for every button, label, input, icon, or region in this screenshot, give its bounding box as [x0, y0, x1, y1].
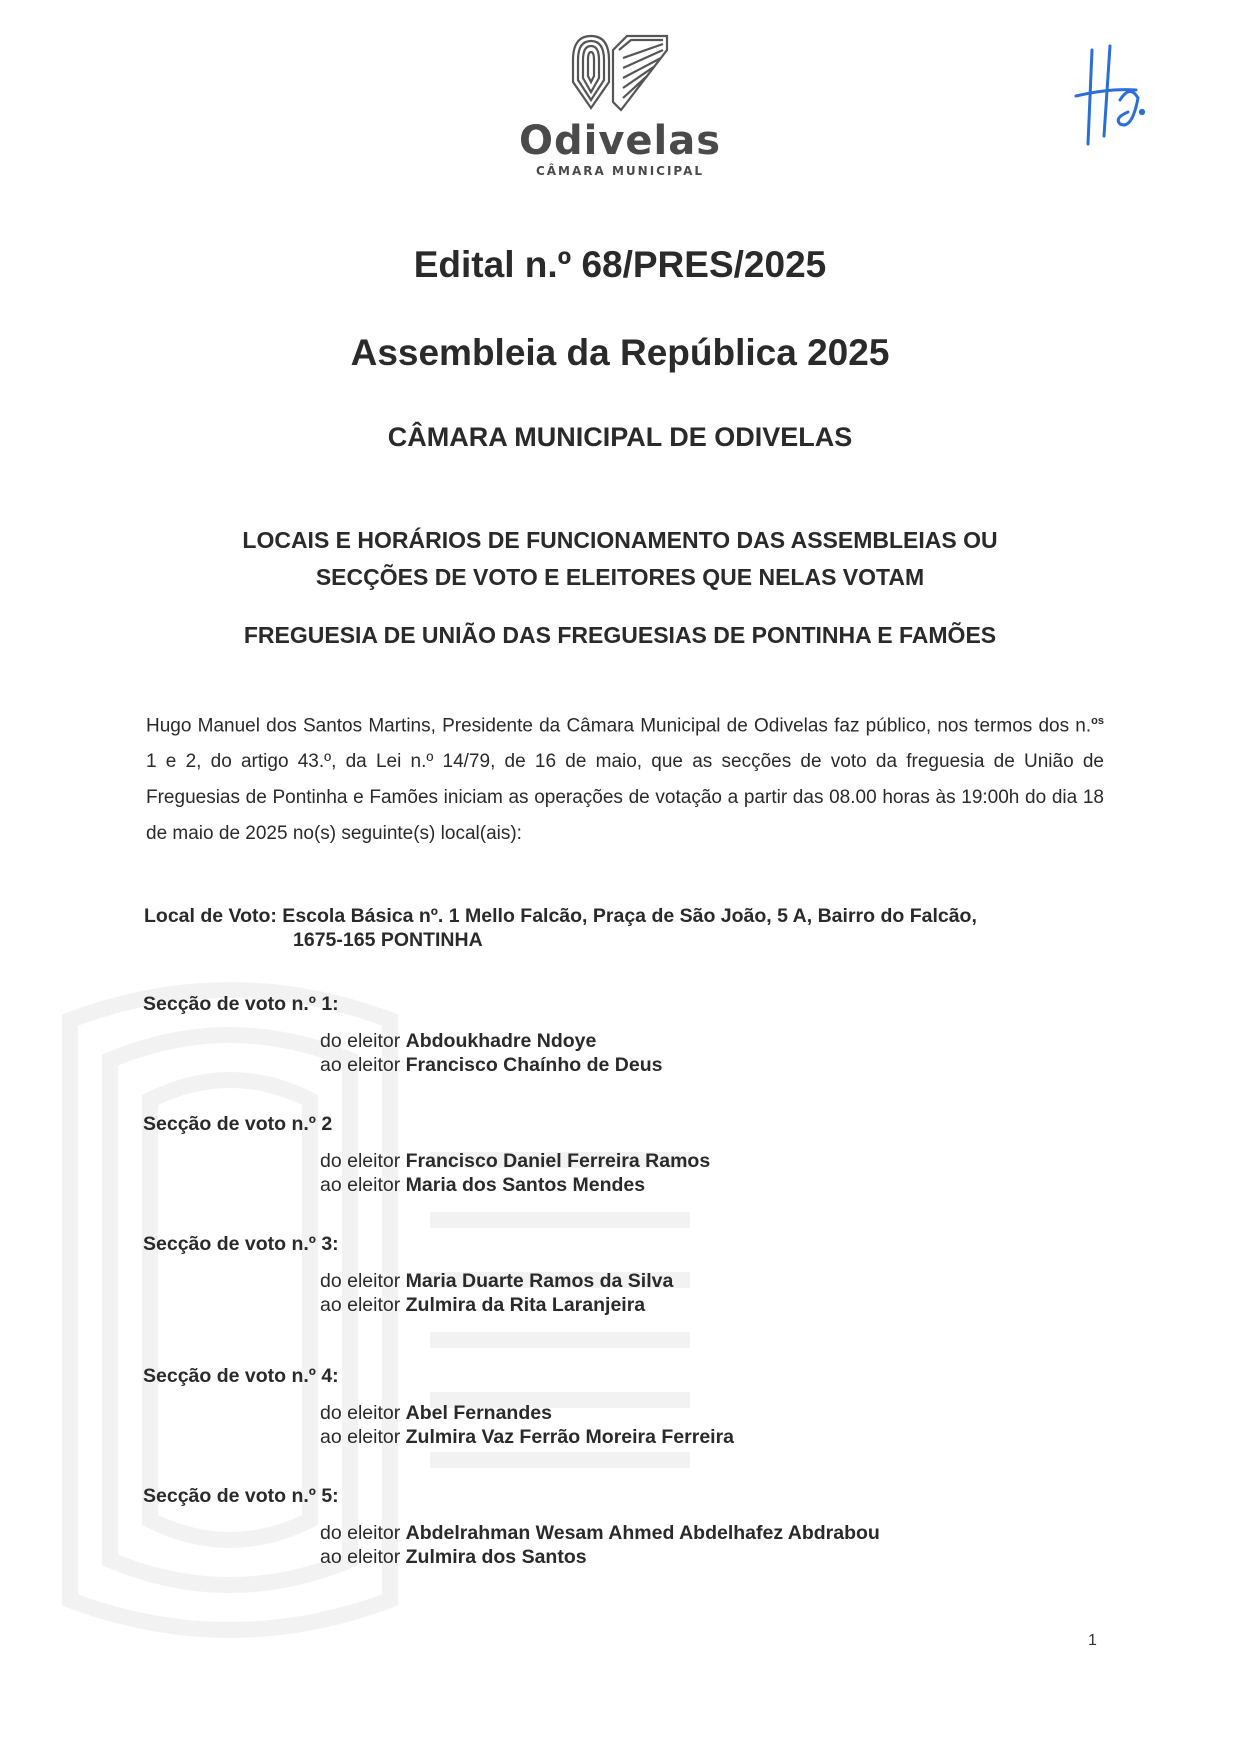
voter-to-name: Zulmira dos Santos	[405, 1546, 587, 1568]
handwritten-signature-icon	[1070, 40, 1150, 150]
voter-to	[320, 1173, 710, 1197]
election-subtitle: Assembleia da República 2025	[350, 332, 890, 373]
voter-to-prefix: ao eleitor	[320, 1426, 406, 1448]
voter-from-prefix: do eleitor	[320, 1030, 406, 1052]
voter-from	[320, 1269, 673, 1293]
voter-to-name: Zulmira da Rita Laranjeira	[405, 1294, 646, 1316]
voter-from-prefix: do eleitor	[320, 1150, 406, 1172]
main-heading-line1: LOCAIS E HORÁRIOS DE FUNCIONAMENTO DAS ASSEMBLEIAS OU	[242, 527, 998, 553]
section-heading: Secção de voto n.º 3:	[143, 1233, 339, 1255]
voter-from-name: Abel Fernandes	[405, 1402, 552, 1424]
voter-from	[320, 1521, 880, 1545]
logo-name: Odivelas	[518, 118, 722, 164]
intro-text-part2: 1 e 2, do artigo 43.º, da Lei n.º 14/79, de 16 de maio, que as secções de voto da freguesia de União de Freguesias de Pontinha e Famões iniciam as operações de votação a partir das 08.00 horas às 19:00h do dia 18 de maio de 2025 no(s) seguinte(s) local(ais):	[146, 751, 1104, 845]
voter-to-name: Francisco Chaínho de Deus	[405, 1054, 663, 1076]
voter-to	[320, 1425, 734, 1449]
voter-to	[320, 1293, 673, 1317]
voting-location	[144, 904, 1104, 952]
section-heading: Secção de voto n.º 5:	[143, 1485, 339, 1507]
voting-location-line2: 1675-165 PONTINHA	[293, 929, 483, 951]
section-voters	[320, 1149, 710, 1197]
voter-from-prefix: do eleitor	[320, 1270, 406, 1292]
section-voters	[320, 1521, 880, 1569]
voter-from	[320, 1029, 662, 1053]
voter-to-name: Maria dos Santos Mendes	[405, 1174, 646, 1196]
voter-from-name: Francisco Daniel Ferreira Ramos	[405, 1150, 711, 1172]
voter-from-name: Abdelrahman Wesam Ahmed Abdelhafez Abdrabou	[405, 1522, 880, 1544]
parish-heading: FREGUESIA DE UNIÃO DAS FREGUESIAS DE PONTINHA E FAMÕES	[243, 622, 997, 648]
section-heading: Secção de voto n.º 1:	[143, 993, 339, 1015]
voter-from	[320, 1149, 710, 1173]
section-heading: Secção de voto n.º 2	[143, 1113, 333, 1135]
intro-superscript: os	[1091, 715, 1104, 727]
voter-from	[320, 1401, 734, 1425]
voter-from-prefix: do eleitor	[320, 1402, 406, 1424]
section-heading: Secção de voto n.º 4:	[143, 1365, 339, 1387]
intro-text-part1: Hugo Manuel dos Santos Martins, Presidente da Câmara Municipal de Odivelas faz público, nos termos dos n.	[146, 715, 1092, 737]
entity-heading: CÂMARA MUNICIPAL DE ODIVELAS	[387, 422, 853, 452]
voter-to-prefix: ao eleitor	[320, 1174, 406, 1196]
intro-paragraph	[146, 703, 1104, 852]
voter-to-name: Zulmira Vaz Ferrão Moreira Ferreira	[405, 1426, 735, 1448]
logo-subtitle: CÂMARA MUNICIPAL	[535, 164, 705, 178]
voter-to-prefix: ao eleitor	[320, 1054, 406, 1076]
voter-from-prefix: do eleitor	[320, 1522, 406, 1544]
main-heading	[0, 522, 1240, 596]
voter-from-name: Maria Duarte Ramos da Silva	[405, 1270, 674, 1292]
voter-from-name: Abdoukhadre Ndoye	[405, 1030, 597, 1052]
edital-title: Edital n.º 68/PRES/2025	[413, 244, 827, 285]
section-voters	[320, 1029, 662, 1077]
odivelas-logo	[500, 30, 740, 178]
section-voters	[320, 1269, 673, 1317]
voter-to-prefix: ao eleitor	[320, 1546, 406, 1568]
voter-to	[320, 1545, 880, 1569]
voter-to-prefix: ao eleitor	[320, 1294, 406, 1316]
odivelas-emblem-icon	[565, 30, 675, 114]
main-heading-line2: SECÇÕES DE VOTO E ELEITORES QUE NELAS VOTAM	[315, 564, 925, 590]
page-number: 1	[1088, 1632, 1097, 1649]
section-voters	[320, 1401, 734, 1449]
voter-to	[320, 1053, 662, 1077]
voting-location-line1: Local de Voto: Escola Básica nº. 1 Mello Falcão, Praça de São João, 5 A, Bairro do Falcão,	[144, 905, 977, 927]
